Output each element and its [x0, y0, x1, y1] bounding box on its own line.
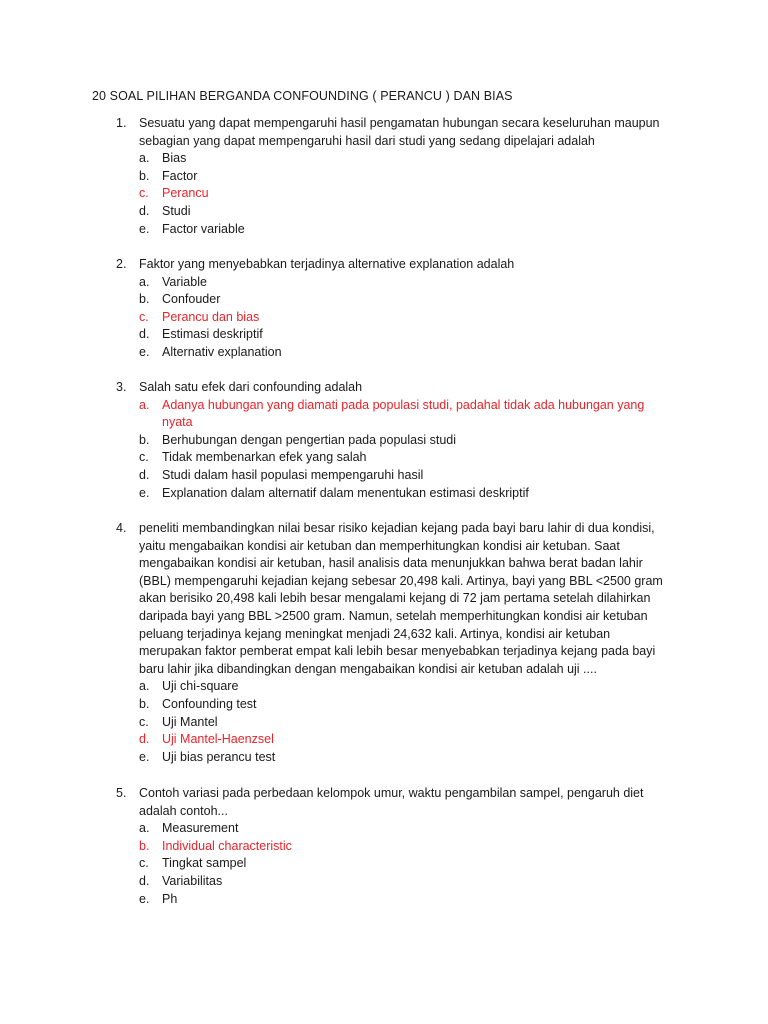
document-title: 20 SOAL PILIHAN BERGANDA CONFOUNDING ( PERANCU ) DAN BIAS [92, 89, 513, 103]
question-text: Contoh variasi pada perbedaan kelompok umur, waktu pengambilan sampel, pengaruh diet adalah contoh... [139, 786, 644, 818]
question-number: 5. [116, 786, 127, 800]
option-b: b. Confouder [139, 292, 221, 307]
question-number: 2. [116, 257, 127, 271]
question-number: 1. [116, 116, 127, 130]
option-b: b. Berhubungan dengan pengertian pada populasi studi [139, 432, 456, 447]
question-text: peneliti membandingkan nilai besar risiko kejadian kejang pada bayi baru lahir di dua kondisi, yaitu mengabaikan kondisi air ketuban dan memperhitungkan kondisi air ketuban. Saat mengabaikan kondisi air ketuban, hasil analisis data menunjukkan bahwa berat badan lahir (BBL) mempengaruhi kejadian kejang sebesar 20,498 kali. Artinya, bayi yang BBL <2500 gram akan berisiko 20,498 kali lebih besar mengalami kejang di 72 jam pertama setelah dilahirkan daripada bayi yang BBL >2500 gram. Namun, setelah memperhitungkan kondisi air ketuban peluang terjadinya kejang meningkat menjadi 24,632 kali. Artinya, kondisi air ketuban merupakan faktor pemberat empat kali lebih besar menyebabkan terjadinya kejang pada bayi baru lahir jika dibandingkan dengan mengabaikan kondisi air ketuban adalah uji .... [139, 521, 663, 676]
option-e: e. Factor variable [139, 221, 245, 236]
option-d: d. Estimasi deskriptif [139, 327, 263, 342]
option-d: d. Studi [139, 203, 191, 218]
question-number: 3. [116, 380, 127, 394]
option-d: d. Variabilitas [139, 873, 223, 888]
option-a: a. Measurement [139, 821, 239, 836]
option-d-answer: d. Uji Mantel-Haenzsel [139, 732, 274, 747]
option-a: a. Variable [139, 274, 207, 289]
question-4 [116, 520, 674, 766]
option-a-answer: a. Adanya hubungan yang diamati pada populasi studi, padahal tidak ada hubungan yang nyata [139, 397, 645, 430]
option-e: e. Alternativ explanation [139, 344, 282, 359]
question-text: Faktor yang menyebabkan terjadinya alternative explanation adalah [139, 257, 515, 271]
question-number: 4. [116, 521, 127, 535]
option-e: e. Ph [139, 891, 178, 906]
option-b-answer: b. Individual characteristic [139, 838, 292, 853]
option-e: e. Uji bias perancu test [139, 749, 276, 764]
question-1 [116, 115, 674, 238]
option-a: a. Uji chi-square [139, 679, 239, 694]
option-d: d. Studi dalam hasil populasi mempengaruhi hasil [139, 467, 424, 482]
option-e: e. Explanation dalam alternatif dalam menentukan estimasi deskriptif [139, 485, 529, 500]
options-list [116, 150, 674, 238]
question-3 [116, 379, 674, 502]
question-2 [116, 256, 674, 362]
option-c-answer: c. Perancu dan bias [139, 309, 260, 324]
question-5 [116, 785, 674, 908]
question-text: Sesuatu yang dapat mempengaruhi hasil pengamatan hubungan secara keseluruhan maupun sebagian yang dapat mempengaruhi hasil dari studi yang sedang dipelajari adalah [139, 116, 660, 148]
options-list [116, 397, 674, 503]
question-text: Salah satu efek dari confounding adalah [139, 380, 363, 394]
option-c: c. Tidak membenarkan efek yang salah [139, 450, 367, 465]
option-b: b. Confounding test [139, 696, 257, 711]
option-c: c. Tingkat sampel [139, 856, 247, 871]
option-a: a. Bias [139, 151, 187, 166]
options-list [116, 678, 674, 766]
options-list [116, 274, 674, 362]
option-b: b. Factor [139, 168, 198, 183]
options-list [116, 820, 674, 908]
option-c-answer: c. Perancu [139, 186, 209, 201]
option-c: c. Uji Mantel [139, 714, 218, 729]
